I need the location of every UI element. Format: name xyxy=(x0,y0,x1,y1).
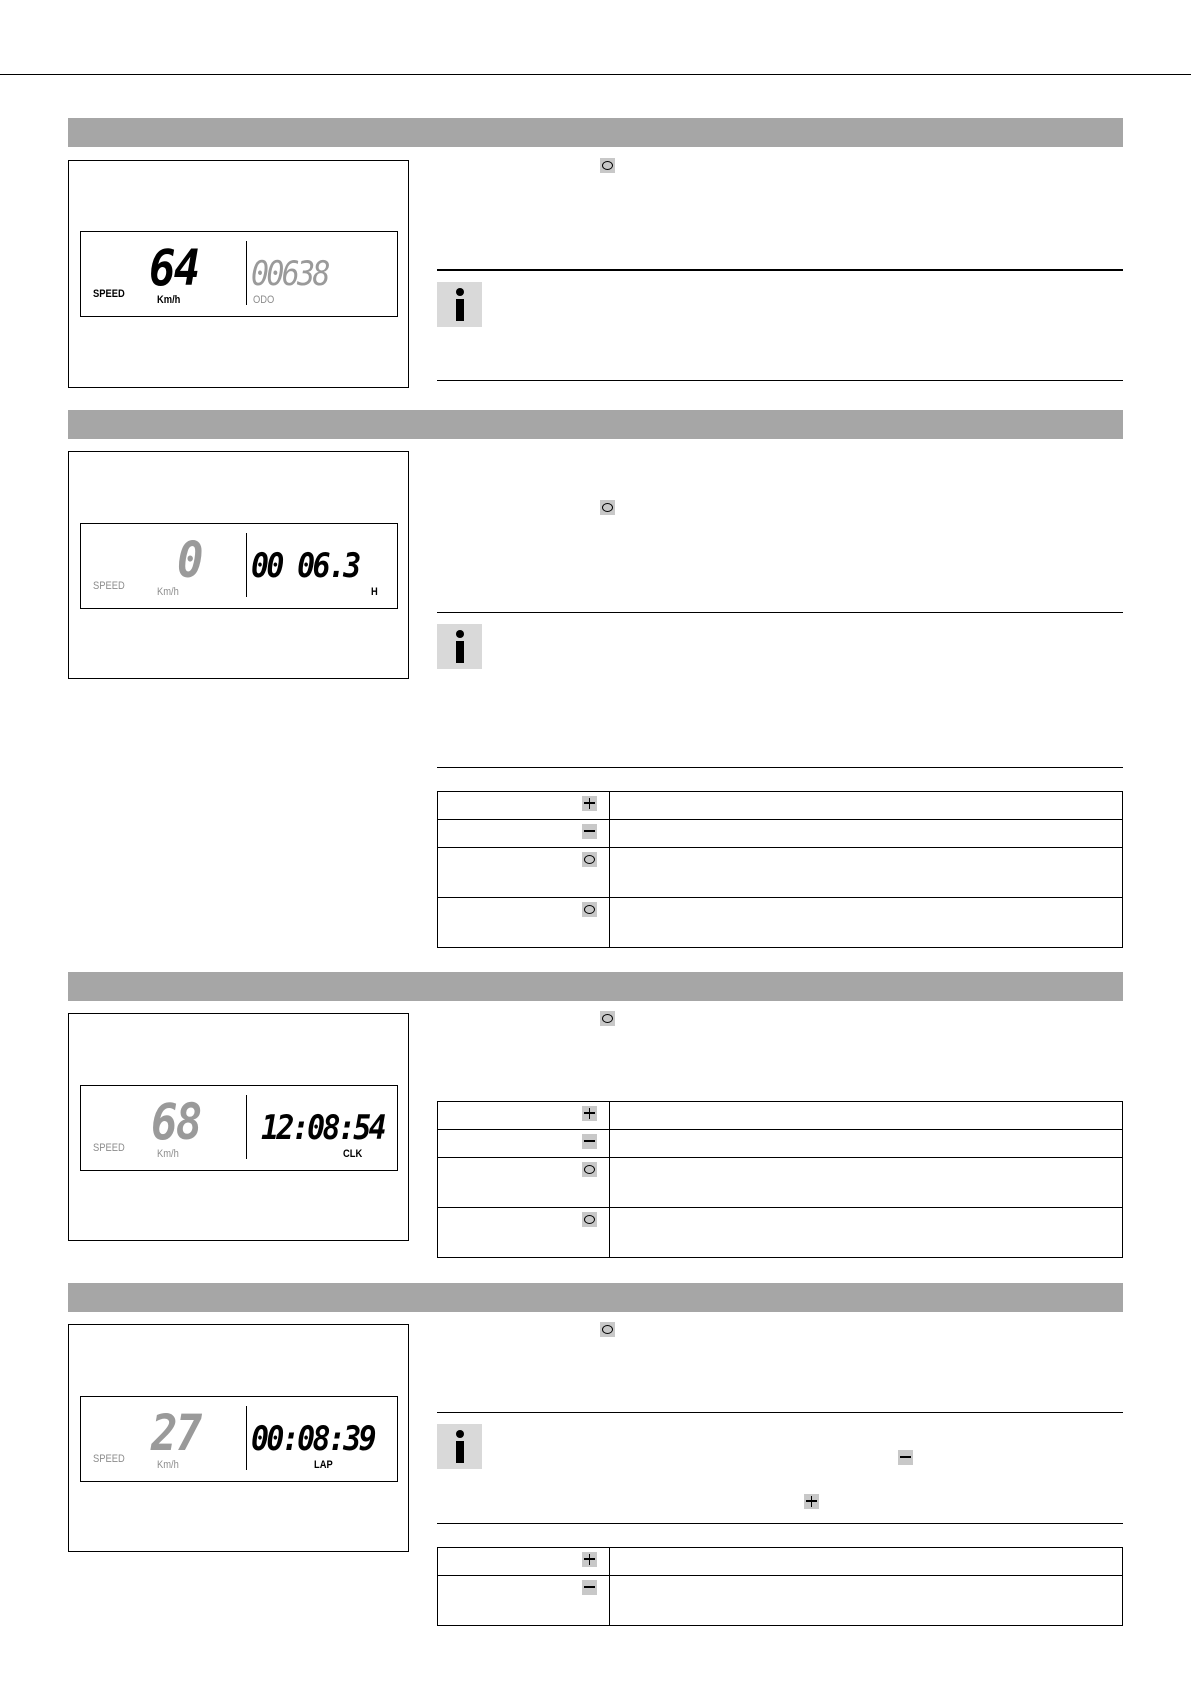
section-header-bar xyxy=(68,972,1123,1001)
plus-button-icon xyxy=(582,796,597,811)
table-cell-key xyxy=(438,898,610,948)
note-rule-bottom xyxy=(437,767,1123,768)
note-rule-bottom xyxy=(437,380,1123,381)
note-rule-top xyxy=(437,612,1123,613)
note-rule-top xyxy=(437,269,1123,271)
speed-readout: 27 xyxy=(151,1404,201,1462)
table-row xyxy=(438,1208,1123,1258)
table-cell-description xyxy=(610,1548,1123,1576)
header-rule xyxy=(0,74,1191,75)
display-figure-clock xyxy=(68,1013,409,1241)
circle-button-icon xyxy=(600,500,615,515)
note-rule-top xyxy=(437,1412,1123,1413)
minus-button-icon xyxy=(582,1134,597,1149)
unit-label: Km/h xyxy=(157,1148,179,1160)
mode-label: LAP xyxy=(314,1459,333,1471)
info-icon xyxy=(437,624,482,669)
lcd-display xyxy=(80,1396,398,1482)
circle-button-icon xyxy=(582,852,597,867)
info-icon xyxy=(437,282,482,327)
speed-readout: 64 xyxy=(149,239,199,297)
circle-button-icon xyxy=(582,902,597,917)
table-cell-key xyxy=(438,1102,610,1130)
table-cell-description xyxy=(610,1158,1123,1208)
table-cell-description xyxy=(610,792,1123,820)
table-cell-key xyxy=(438,1130,610,1158)
lcd-display xyxy=(80,231,398,317)
display-figure-odo xyxy=(68,160,409,388)
clock-readout: 12:08:54 xyxy=(261,1108,384,1148)
lcd-divider xyxy=(246,1095,247,1159)
table-cell-description xyxy=(610,1130,1123,1158)
circle-button-icon xyxy=(582,1212,597,1227)
table-row xyxy=(438,820,1123,848)
mode-label: ODO xyxy=(253,294,275,306)
circle-button-icon xyxy=(582,1162,597,1177)
table-row xyxy=(438,792,1123,820)
table-row xyxy=(438,1548,1123,1576)
info-icon xyxy=(437,1424,482,1469)
lcd-divider xyxy=(246,241,247,305)
speed-readout: 68 xyxy=(151,1093,201,1151)
lcd-divider xyxy=(246,533,247,597)
table-row xyxy=(438,1576,1123,1626)
table-cell-key xyxy=(438,848,610,898)
lcd-divider xyxy=(246,1406,247,1470)
table-cell-description xyxy=(610,848,1123,898)
table-row xyxy=(438,1130,1123,1158)
table-row xyxy=(438,898,1123,948)
button-function-table xyxy=(437,1547,1123,1626)
circle-button-icon xyxy=(600,1011,615,1026)
mode-label: CLK xyxy=(343,1148,363,1160)
unit-label: Km/h xyxy=(157,586,179,598)
button-function-table xyxy=(437,791,1123,948)
plus-button-icon xyxy=(582,1552,597,1567)
lap-time-readout: 00:08:39 xyxy=(251,1419,374,1459)
plus-button-icon xyxy=(804,1494,819,1509)
table-cell-key xyxy=(438,792,610,820)
table-cell-description xyxy=(610,1102,1123,1130)
speed-label: SPEED xyxy=(93,288,125,300)
table-cell-description xyxy=(610,898,1123,948)
minus-button-icon xyxy=(898,1450,913,1465)
odometer-readout: 00638 xyxy=(251,254,328,294)
section-header-bar xyxy=(68,1283,1123,1312)
display-figure-time xyxy=(68,451,409,679)
table-row xyxy=(438,1102,1123,1130)
ride-time-readout: 00 06.3 xyxy=(251,546,359,586)
table-cell-description xyxy=(610,1208,1123,1258)
unit-label: Km/h xyxy=(157,1459,179,1471)
minus-button-icon xyxy=(582,1580,597,1595)
table-cell-description xyxy=(610,820,1123,848)
table-cell-key xyxy=(438,1208,610,1258)
lcd-display xyxy=(80,523,398,609)
circle-button-icon xyxy=(600,158,615,173)
table-cell-key xyxy=(438,820,610,848)
speed-label: SPEED xyxy=(93,580,125,592)
table-row xyxy=(438,848,1123,898)
section-header-bar xyxy=(68,410,1123,439)
section-header-bar xyxy=(68,118,1123,147)
speed-label: SPEED xyxy=(93,1453,125,1465)
table-cell-key xyxy=(438,1576,610,1626)
table-cell-key xyxy=(438,1158,610,1208)
circle-button-icon xyxy=(600,1322,615,1337)
note-rule-bottom xyxy=(437,1523,1123,1524)
speed-label: SPEED xyxy=(93,1142,125,1154)
mode-label: H xyxy=(371,586,378,598)
minus-button-icon xyxy=(582,824,597,839)
speed-readout: 0 xyxy=(177,531,202,589)
display-figure-lap xyxy=(68,1324,409,1552)
table-cell-description xyxy=(610,1576,1123,1626)
button-function-table xyxy=(437,1101,1123,1258)
table-row xyxy=(438,1158,1123,1208)
lcd-display xyxy=(80,1085,398,1171)
plus-button-icon xyxy=(582,1106,597,1121)
table-cell-key xyxy=(438,1548,610,1576)
unit-label: Km/h xyxy=(157,294,181,306)
